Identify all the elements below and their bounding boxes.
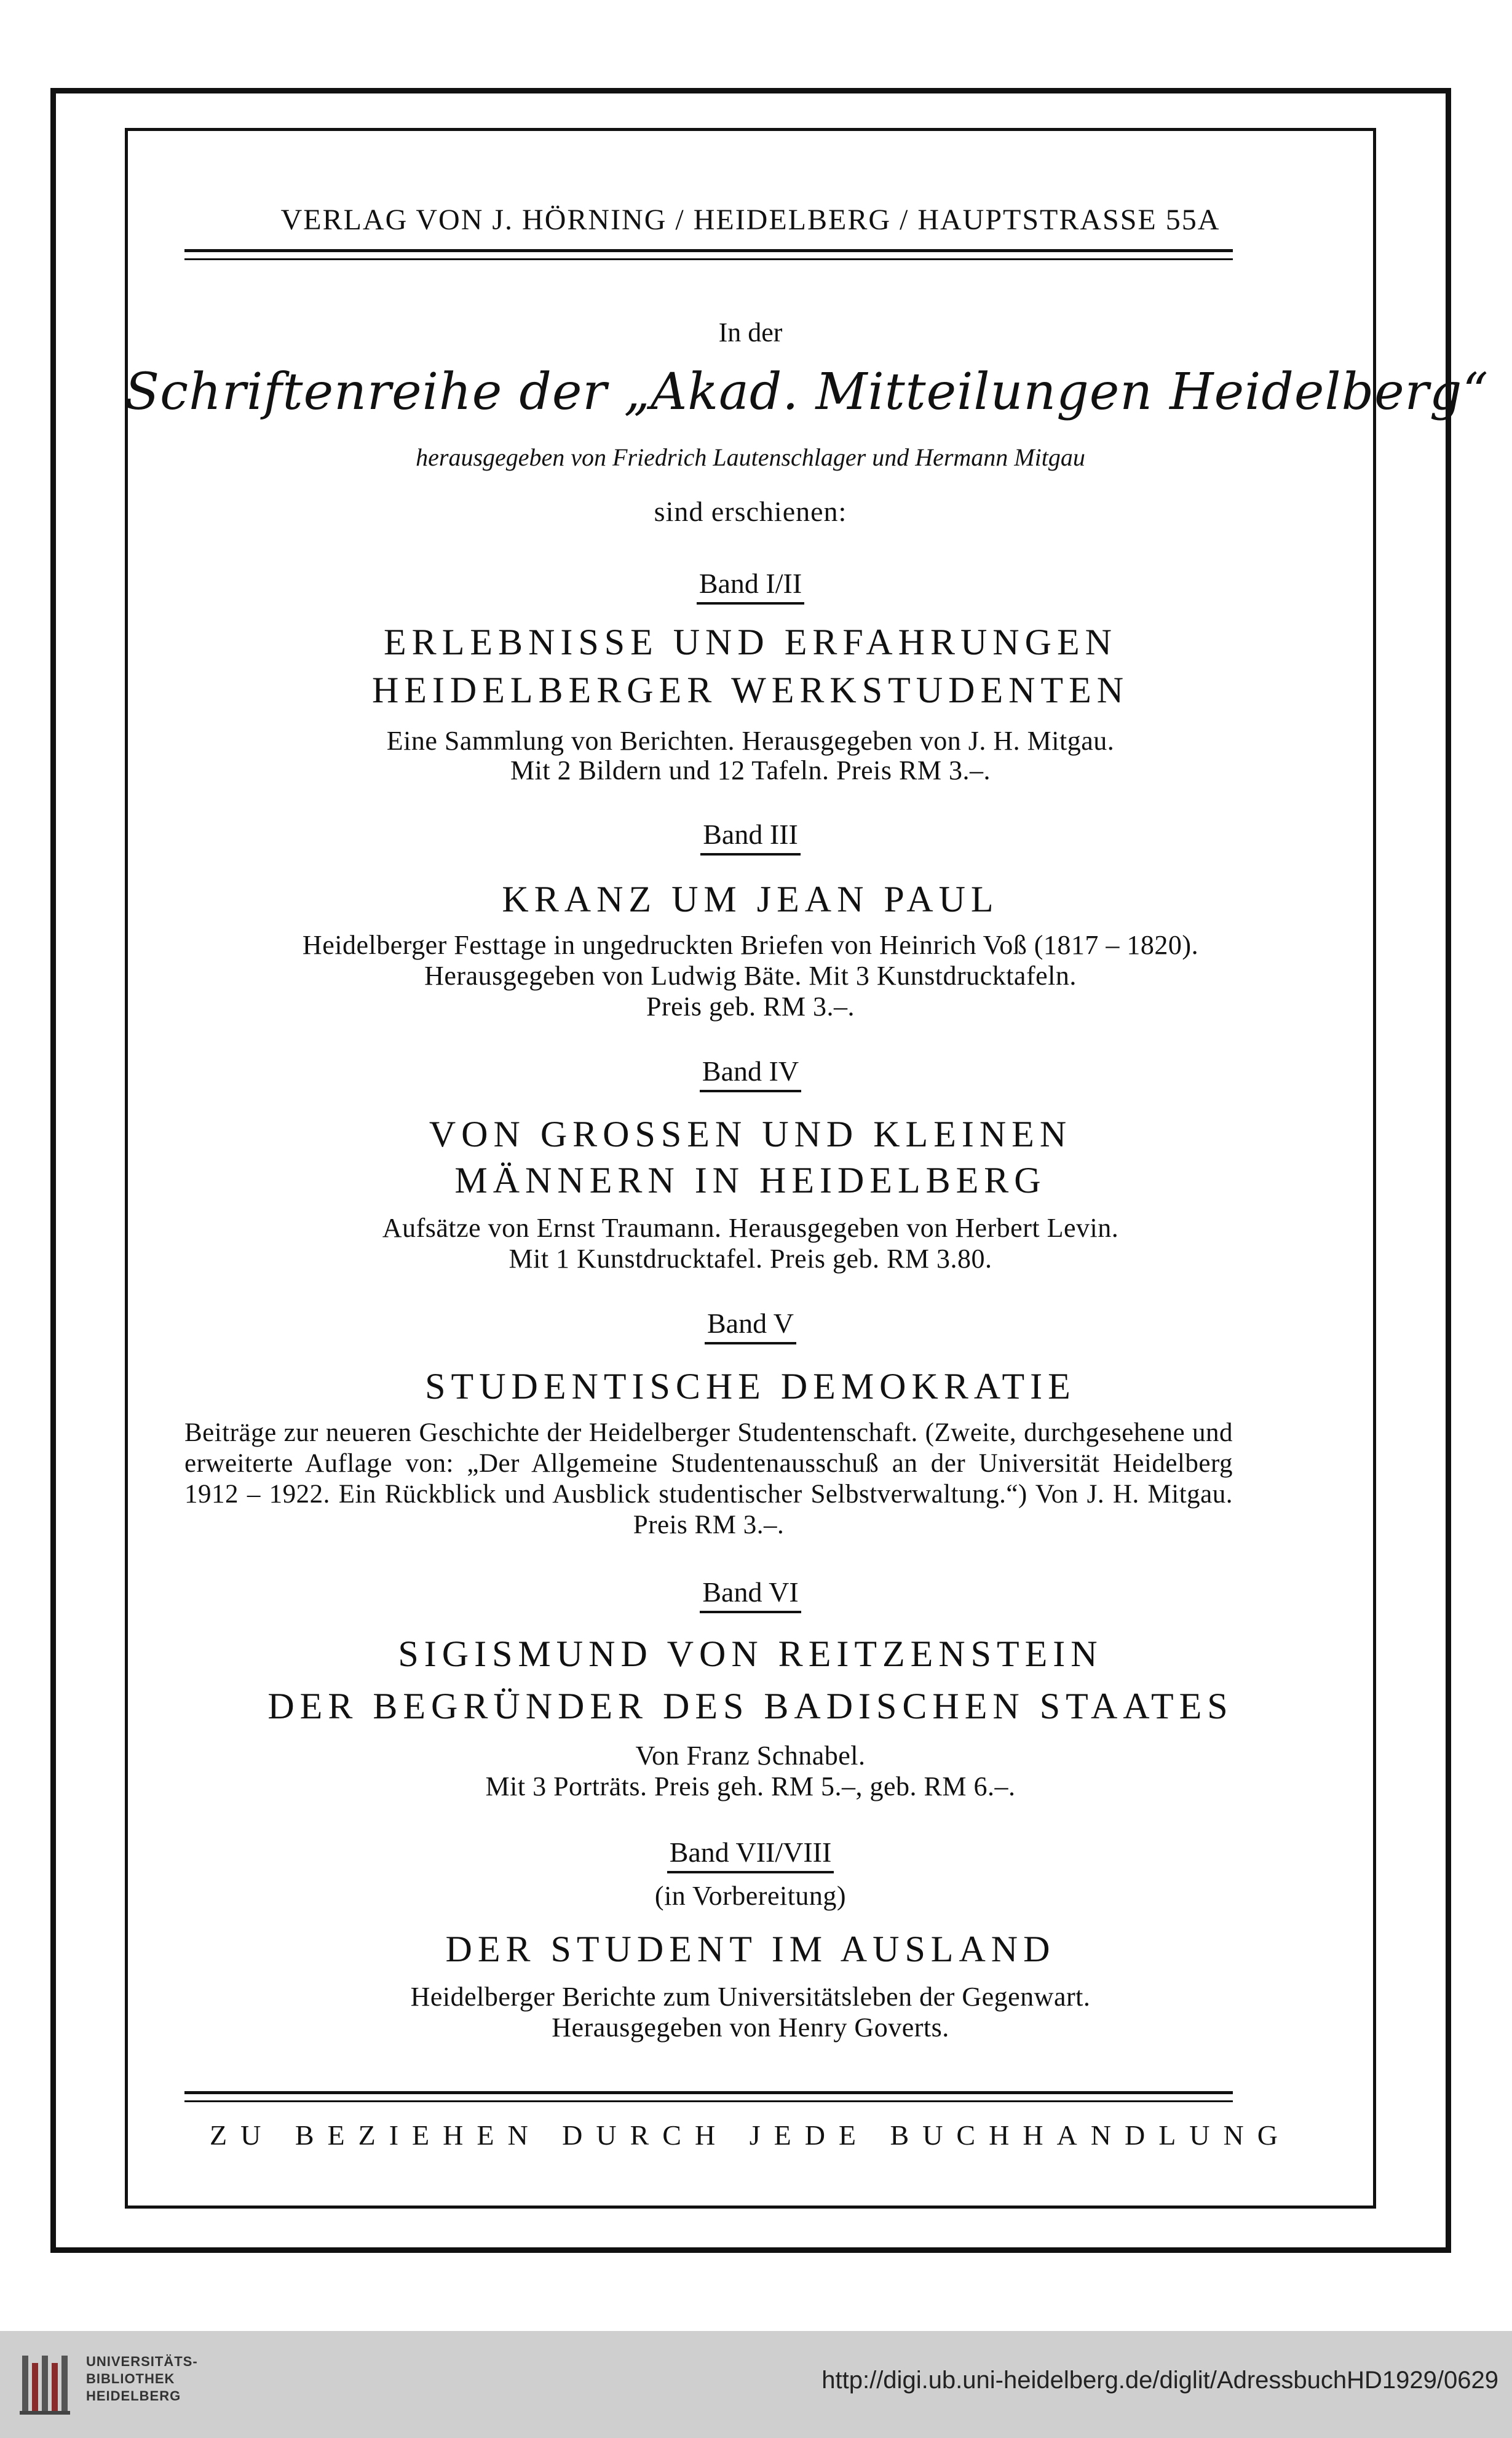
footer-text: ZU BEZIEHEN DURCH JEDE BUCHHANDLUNG: [210, 2119, 1291, 2151]
volume-desc: Herausgegeben von Henry Goverts.: [552, 2012, 949, 2043]
library-seal-icon: [18, 2351, 74, 2418]
volume-desc: Heidelberger Berichte zum Universitätsleben der Gegenwart.: [410, 1982, 1091, 2012]
intro-text: In der: [718, 317, 783, 347]
volume-title: MÄNNERN IN HEIDELBERG: [454, 1160, 1047, 1201]
band-label-1: Band I/II: [125, 567, 1376, 605]
volume-note: (in Vorbereitung): [654, 1881, 847, 1911]
band-label-6: Band VI: [125, 1576, 1376, 1613]
volume-desc: Heidelberger Festtage in ungedruckten Briefen von Heinrich Voß (1817 – 1820).: [302, 930, 1199, 960]
volume-desc: Mit 2 Bildern und 12 Tafeln. Preis RM 3.–.: [510, 755, 991, 785]
volume-desc: Preis geb. RM 3.–.: [646, 991, 855, 1022]
header-rule: [184, 249, 1233, 260]
volume-desc: Mit 1 Kunstdrucktafel. Preis geb. RM 3.80.: [509, 1244, 992, 1274]
series-title: Schriftenreihe der „Akad. Mitteilungen Heidelberg“: [125, 363, 1489, 421]
library-footer-bar: [0, 2331, 1512, 2438]
volume-desc-paragraph: Beiträge zur neueren Geschichte der Heidelberger Studentenschaft. (Zweite, durchgesehene und erweiterte Auflage von: „Der Allgemeine Studentenausschuß an der Universität Heidelberg 1912 – 1922. Ein Rückblick und Ausblick studentischer Selbstverwaltung.“) Von J. H. Mitgau. Preis RM 3.–.: [184, 1418, 1233, 1539]
volume-desc: Mit 3 Porträts. Preis geh. RM 5.–, geb. RM 6.–.: [485, 1771, 1016, 1801]
volume-title: HEIDELBERGER WERKSTUDENTEN: [371, 670, 1130, 710]
band-label-4: Band IV: [125, 1055, 1376, 1092]
volume-desc: Eine Sammlung von Berichten. Herausgegeben von J. H. Mitgau.: [386, 726, 1115, 756]
publisher-line: VERLAG VON J. HÖRNING / HEIDELBERG / HAUPTSTRASSE 55A: [280, 204, 1221, 236]
source-url[interactable]: http://digi.ub.uni-heidelberg.de/diglit/AdressbuchHD1929/0629: [821, 2367, 1498, 2394]
volume-title: KRANZ UM JEAN PAUL: [502, 879, 999, 919]
editors-line: herausgegeben von Friedrich Lautenschlager und Hermann Mitgau: [416, 443, 1085, 471]
volume-title: DER STUDENT IM AUSLAND: [445, 1929, 1056, 1969]
volume-title: DER BEGRÜNDER DES BADISCHEN STAATES: [267, 1686, 1233, 1726]
volume-title: VON GROSSEN UND KLEINEN: [429, 1114, 1072, 1154]
volume-desc: Von Franz Schnabel.: [635, 1741, 866, 1771]
volume-title: SIGISMUND VON REITZENSTEIN: [398, 1634, 1103, 1674]
volume-desc: Aufsätze von Ernst Traumann. Herausgegeben von Herbert Levin.: [382, 1213, 1119, 1243]
footer-rule: [184, 2091, 1233, 2102]
volume-title: STUDENTISCHE DEMOKRATIE: [425, 1366, 1076, 1407]
band-label-7-8: Band VII/VIII: [125, 1836, 1376, 1873]
band-label-3: Band III: [125, 818, 1376, 856]
volume-desc: Herausgegeben von Ludwig Bäte. Mit 3 Kunstdrucktafeln.: [424, 961, 1077, 991]
volume-title: ERLEBNISSE UND ERFAHRUNGEN: [384, 622, 1117, 662]
band-label-5: Band V: [125, 1307, 1376, 1344]
library-name: UNIVERSITÄTS- BIBLIOTHEK HEIDELBERG: [86, 2354, 198, 2404]
published-line: sind erschienen:: [654, 496, 847, 527]
